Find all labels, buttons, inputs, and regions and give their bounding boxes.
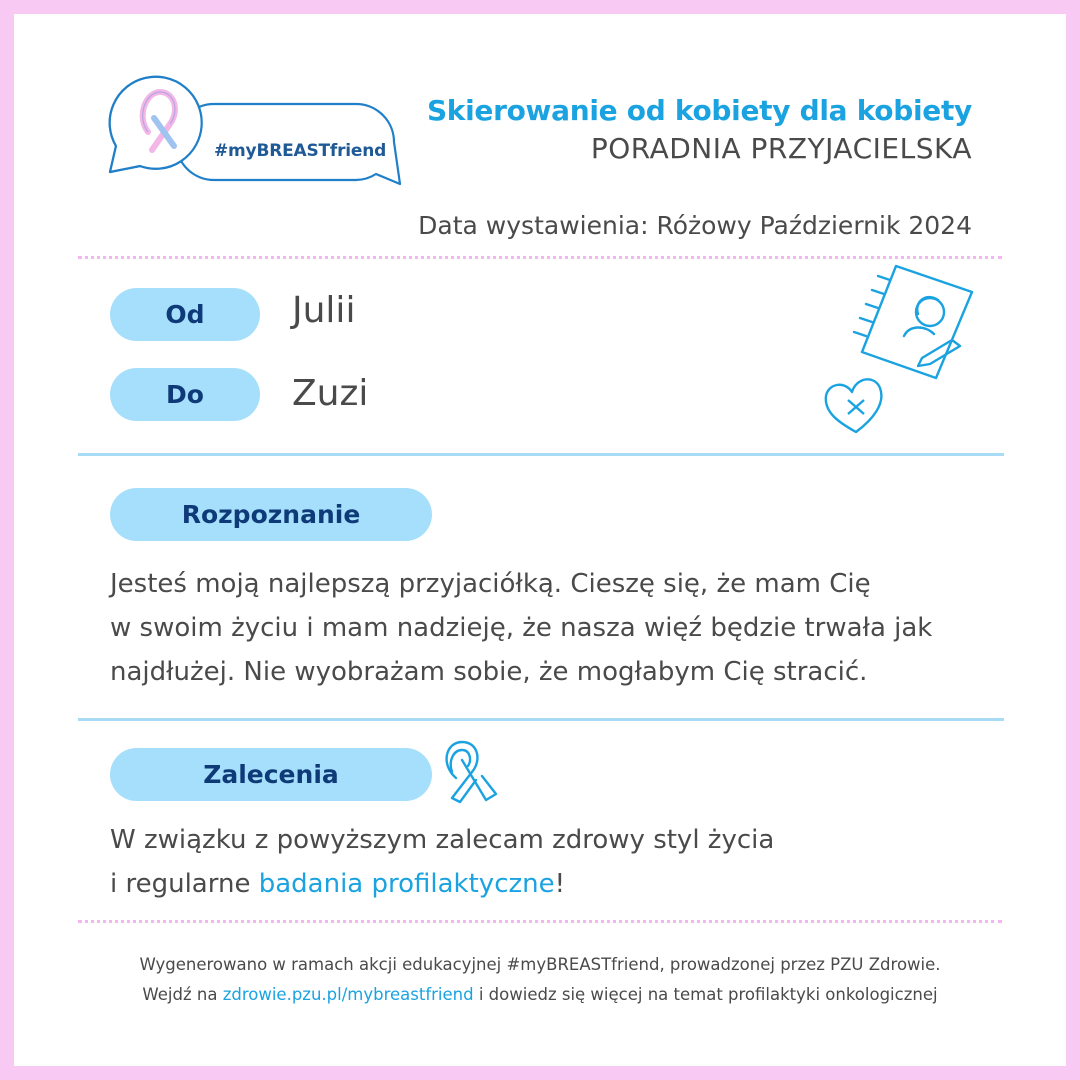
awareness-ribbon-icon [438, 738, 504, 806]
footer-website-link[interactable]: zdrowie.pzu.pl/mybreastfriend [222, 985, 474, 1004]
diagnosis-text [110, 562, 990, 694]
notebook-icon [854, 266, 972, 378]
diagnosis-line-1: Jesteś moją najlepszą przyjaciółką. Cieszę się, że mam Cię [110, 569, 871, 599]
issue-date: Data wystawienia: Różowy Październik 2024 [418, 211, 972, 240]
footer [0, 950, 1080, 1010]
mybreastfriend-logo [96, 62, 406, 202]
to-value: Zuzi [292, 373, 369, 414]
document-title: Skierowanie od kobiety dla kobiety [426, 94, 972, 127]
solid-divider-2 [78, 718, 1004, 721]
footer-line-2: Wejdź na zdrowie.pzu.pl/mybreastfriend i dowiedz się więcej na temat profilaktyki onkologicznej [142, 985, 938, 1004]
diagnosis-line-3: najdłużej. Nie wyobrażam sobie, że mogłabym Cię stracić. [110, 657, 868, 687]
logo-hashtag: #myBREASTfriend [214, 141, 387, 161]
recommendations-line-2: i regularne badania profilaktyczne! [110, 869, 566, 899]
heart-icon [826, 379, 882, 432]
recommendations-line-1: W związku z powyższym zalecam zdrowy styl życia [110, 825, 775, 855]
from-value: Julii [292, 290, 356, 331]
recommendations-label: Zalecenia [110, 748, 432, 801]
dotted-divider-top [78, 256, 1002, 259]
diagnosis-label: Rozpoznanie [110, 488, 432, 541]
to-label: Do [110, 368, 260, 421]
dotted-divider-bottom [78, 920, 1002, 923]
notebook-heart-illustration [818, 262, 982, 438]
footer-line-1: Wygenerowano w ramach akcji edukacyjnej #myBREASTfriend, prowadzonej przez PZU Zdrowie. [139, 955, 941, 974]
from-label: Od [110, 288, 260, 341]
solid-divider-1 [78, 453, 1004, 456]
document-subtitle: PORADNIA PRZYJACIELSKA [590, 132, 972, 165]
preventive-tests-link[interactable]: badania profilaktyczne [258, 869, 555, 899]
diagnosis-line-2: w swoim życiu i mam nadzieję, że nasza więź będzie trwała jak [110, 613, 933, 643]
recommendations-text [110, 818, 990, 906]
